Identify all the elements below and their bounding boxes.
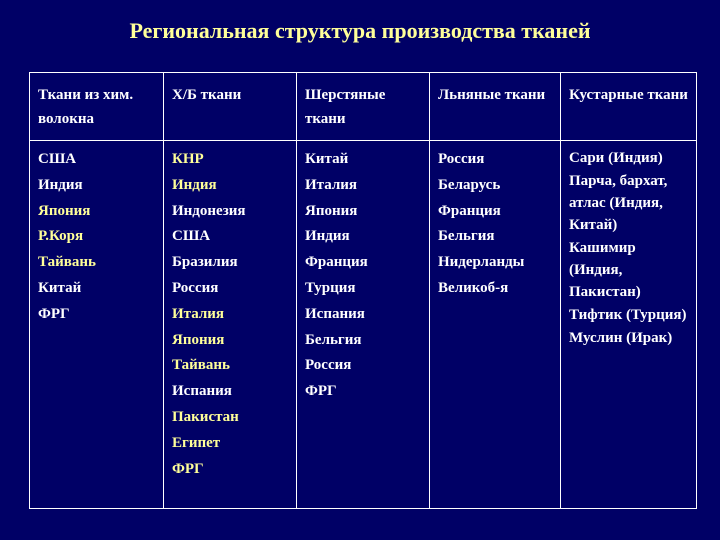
country-entry: Беларусь (438, 176, 501, 193)
country-entry: Франция (305, 254, 368, 271)
country-entry: Италия (172, 305, 225, 322)
country-entry: Япония (172, 331, 225, 348)
country-entry: Тайвань (172, 357, 230, 374)
country-entry: Бельгия (305, 331, 362, 348)
country-entry: Нидерланды (438, 254, 525, 271)
country-entry: Р.Коря (38, 228, 84, 245)
country-entry: Франция (438, 202, 501, 219)
country-entry: Китай (305, 151, 349, 167)
column-linen-countries (430, 141, 561, 509)
column-chemical-fiber-countries (30, 141, 164, 509)
country-entry: Япония (38, 202, 91, 219)
country-entry: США (172, 228, 211, 245)
country-entry: Великоб-я (438, 279, 509, 296)
country-entry: Индия (172, 176, 217, 193)
country-entry: Индия (38, 176, 83, 193)
country-entry: Испания (305, 305, 365, 322)
country-entry: Россия (305, 357, 352, 374)
country-entry: Индонезия (172, 202, 246, 219)
country-entry: Россия (172, 279, 219, 296)
header-handicraft-fabrics: Кустарные ткани (561, 73, 697, 141)
country-entry: Китай (38, 279, 82, 296)
country-entry: Парча, бархат, атлас (Индия, Китай) (569, 173, 668, 233)
fabric-production-table (29, 72, 697, 509)
country-entry: Сари (Индия) (569, 150, 663, 166)
country-entry: КНР (172, 151, 204, 167)
slide-title: Региональная структура производства тканей (129, 18, 591, 43)
table-header-row (30, 73, 697, 141)
country-entry: ФРГ (38, 305, 70, 322)
table-body-row (30, 141, 697, 509)
header-cotton-fabrics: Х/Б ткани (164, 73, 297, 141)
country-entry: ФРГ (172, 460, 204, 477)
country-entry: Россия (438, 151, 485, 167)
header-linen-fabrics: Льняные ткани (430, 73, 561, 141)
column-handicraft-countries (561, 141, 697, 509)
country-entry: Египет (172, 434, 221, 451)
column-cotton-countries (164, 141, 297, 509)
country-entry: ФРГ (305, 383, 337, 400)
country-entry: Пакистан (172, 408, 239, 425)
country-entry: Бразилия (172, 254, 238, 271)
country-entry: Тифтик (Турция) (569, 307, 687, 323)
country-entry: Италия (305, 176, 358, 193)
country-entry: Индия (305, 228, 350, 245)
column-wool-countries (297, 141, 430, 509)
country-entry: Тайвань (38, 254, 96, 271)
country-entry: Турция (305, 279, 356, 296)
country-entry: Бельгия (438, 228, 495, 245)
country-entry: Испания (172, 383, 232, 400)
country-entry: Кашимир (Индия, Пакистан) (569, 240, 641, 300)
country-entry: Муслин (Ирак) (569, 330, 673, 346)
country-entry: Япония (305, 202, 358, 219)
header-chemical-fiber-fabrics: Ткани из хим. волокна (30, 73, 164, 141)
header-wool-fabrics: Шерстяные ткани (297, 73, 430, 141)
country-entry: США (38, 151, 77, 167)
